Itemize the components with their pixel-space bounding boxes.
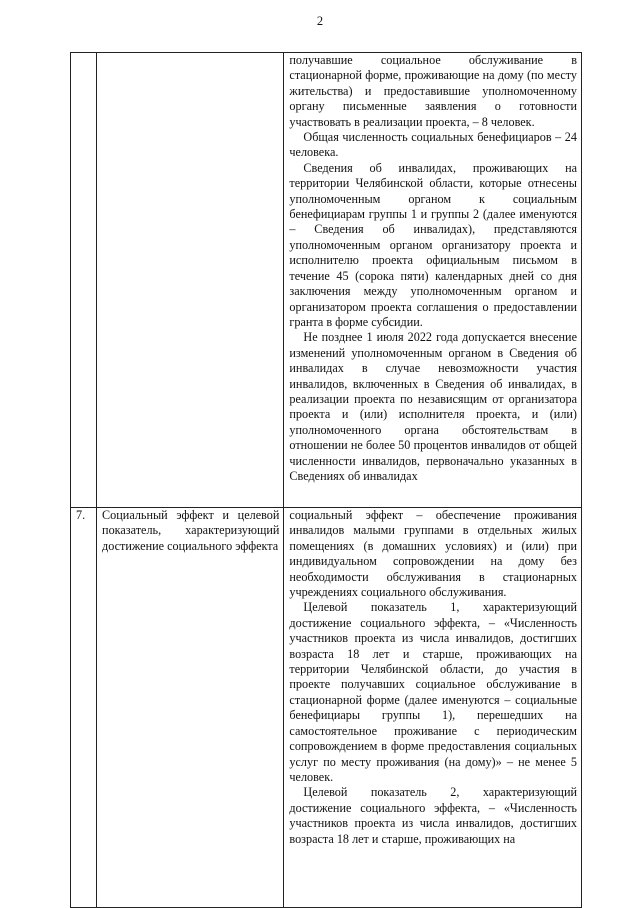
- table-row-continued: [71, 53, 582, 508]
- page-number: 2: [316, 14, 324, 28]
- row-number: 7.: [76, 508, 86, 522]
- row-name: Социальный эффект и целевой показатель, характеризующий достижение социального эффекта: [102, 508, 280, 553]
- row-name-cell: [97, 508, 284, 908]
- row-number-cell: [71, 508, 97, 908]
- table-row-7: [71, 508, 582, 908]
- content-paragraph: Не позднее 1 июля 2022 года допускается внесение изменений уполномоченным органом в Сведения об инвалидах в случае невозможности участия инвалидов, включенных в Сведения об инвалидах, в реализации проекта по независящим от организатора проекта и (или) исполнителя проекта, и (или) уполномоченного органа обстоятельствам в отношении не более 50 процентов инвалидов от общей численности инвалидов, первоначально указанных в Сведениях об инвалидах: [289, 330, 577, 483]
- content-paragraph: получавшие социальное обслуживание в стационарной форме, проживающие на дому (по месту жительства) и предоставившие уполномоченному органу письменные заявления о готовности участвовать в реализации проекта, – 8 человек.: [289, 53, 577, 129]
- content-paragraph: Целевой показатель 1, характеризующий достижение социального эффекта, – «Численность участников проекта из числа инвалидов, достигших возраста 18 лет и старше, проживающих на территории Челябинской области, до участия в проекте получавших социальное обслуживание в стационарной форме (далее именуются – социальные бенефициары группы 1), перешедших на самостоятельное проживание с периодическим сопровождением в форме предоставления социальных услуг по месту проживания (на дому)» – не менее 5 человек.: [289, 600, 577, 784]
- row-number-cell: [71, 53, 97, 508]
- row-content-cell: [284, 508, 582, 908]
- content-paragraph: Общая численность социальных бенефициаров – 24 человека.: [289, 130, 577, 160]
- project-passport-table: [70, 52, 582, 908]
- content-paragraph: Целевой показатель 2, характеризующий достижение социального эффекта, – «Численность участников проекта из числа инвалидов, достигших возраста 18 лет и старше, проживающих на: [289, 785, 577, 846]
- row-name-cell: [97, 53, 284, 508]
- content-paragraph: социальный эффект – обеспечение проживания инвалидов малыми группами в отдельных жилых помещениях (в домашних условиях) и (или) при индивидуальном сопровождении на дому без необходимости обслуживания в стационарных учреждениях социального обслуживания.: [289, 508, 577, 600]
- row-content-cell: [284, 53, 582, 508]
- content-paragraph: Сведения об инвалидах, проживающих на территории Челябинской области, которые отнесены уполномоченным органом к социальным бенефициарам группы 1 и группы 2 (далее именуются – Сведения об инвалидах), представляются уполномоченным органом организатору проекта и исполнителю проекта официальным письмом в течение 45 (сорока пяти) календарных дней со дня заключения между уполномоченным органом и организатором проекта соглашения о предоставлении гранта в форме субсидии.: [289, 160, 577, 329]
